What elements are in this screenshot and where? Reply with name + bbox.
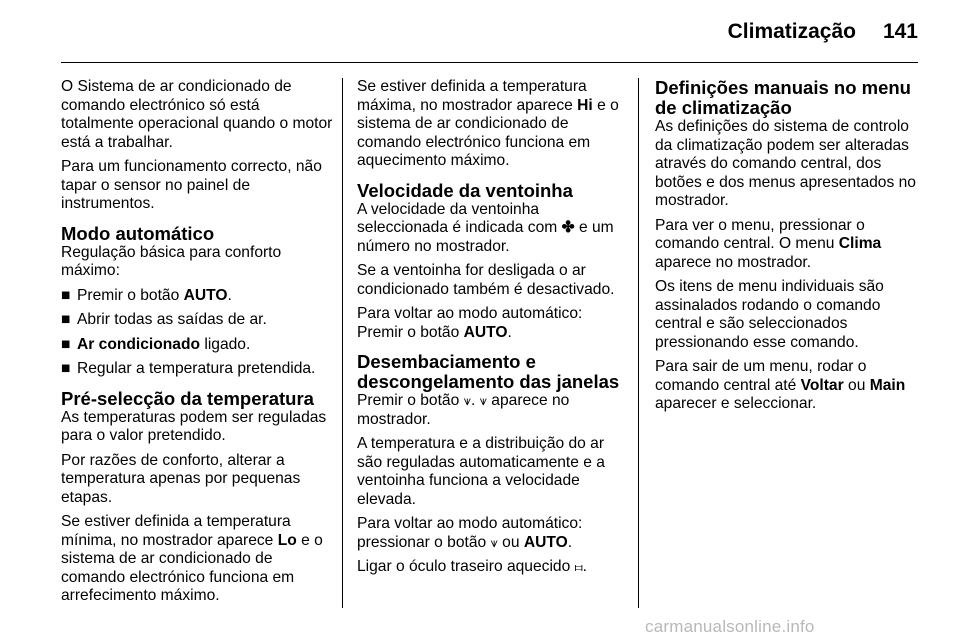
paragraph: As definições do sistema de controlo da climatização podem ser alteradas através do comando central, dos botões e dos menus apresentados no mostrador. bbox=[655, 118, 916, 209]
header-divider bbox=[61, 62, 918, 63]
watermark: carmanualsonline.info bbox=[645, 617, 815, 636]
paragraph: Premir o botão ⩛. ⩛ aparece no mostrador. bbox=[357, 392, 570, 428]
bullet-icon: ■ bbox=[61, 311, 71, 328]
list-item: ■ Regular a temperatura pretendida. bbox=[61, 360, 316, 377]
column-3 bbox=[655, 78, 927, 420]
paragraph: Se estiver definida a temperatura mínima, no mostrador aparece Lo e o sistema de ar condicionado de comando electrónico funciona em arrefecimento máximo. bbox=[61, 513, 323, 604]
paragraph: A temperatura e a distribuição do ar são reguladas automaticamente e a ventoinha funciona a velocidade elevada. bbox=[357, 435, 605, 508]
paragraph: Por razões de conforto, alterar a temperatura apenas por pequenas etapas. bbox=[61, 451, 301, 506]
column-1 bbox=[61, 78, 333, 612]
bullet-icon: ■ bbox=[61, 335, 71, 353]
paragraph: Para ver o menu, pressionar o comando central. O menu Clima aparece no mostrador. bbox=[655, 216, 882, 271]
page-header bbox=[0, 0, 960, 64]
paragraph: Para um funcionamento correcto, não tapar o sensor no painel de instrumentos. bbox=[61, 158, 322, 212]
paragraph: Se estiver definida a temperatura máxima, no mostrador aparece Hi e o sistema de ar condicionado de comando electrónico funciona em aquecimento máximo. bbox=[357, 78, 619, 169]
paragraph: Regulação básica para conforto máximo: bbox=[61, 243, 282, 279]
windscreen-defrost-icon: ⩛ bbox=[490, 534, 498, 550]
paragraph: Para sair de um menu, rodar o comando central até Voltar ou Main aparecer e seleccionar. bbox=[655, 358, 906, 412]
auto-button-label: AUTO bbox=[183, 286, 228, 304]
paragraph: O Sistema de ar condicionado de comando electrónico só está totalmente operacional quando o motor está a trabalhar. bbox=[61, 78, 333, 151]
list-item: ■ Premir o botão AUTO. bbox=[61, 286, 232, 304]
paragraph: Para voltar ao modo automático: Premir o botão AUTO. bbox=[357, 305, 583, 341]
paragraph: A velocidade da ventoinha seleccionada é indicada com ✤ e um número no mostrador. bbox=[357, 200, 614, 255]
page-number: 141 bbox=[882, 20, 918, 43]
bullet-icon: ■ bbox=[61, 360, 71, 377]
paragraph: Se a ventoinha for desligada o ar condicionado também é desactivado. bbox=[357, 262, 615, 298]
rear-window-heating-icon: ⧦ bbox=[574, 559, 583, 574]
paragraph: Os itens de menu individuais são assinalados rodando o comando central e são seleccionados pressionando esse comando. bbox=[655, 278, 884, 351]
paragraph: As temperaturas podem ser reguladas para o valor pretendido. bbox=[61, 408, 327, 444]
section-title: Climatização bbox=[727, 20, 856, 43]
list-item: ■ Abrir todas as saídas de ar. bbox=[61, 311, 267, 328]
windscreen-defrost-icon: ⩛ bbox=[479, 393, 487, 408]
column-divider-1 bbox=[342, 78, 343, 608]
heading-auto-mode: Modo automático bbox=[61, 222, 215, 244]
ac-label: Ar condicionado bbox=[77, 335, 201, 353]
list-item: ■ Ar condicionado ligado. bbox=[61, 335, 251, 353]
heading-defrost: Desembaciamento e descongelamento das janelas bbox=[357, 351, 620, 392]
windscreen-defrost-icon: ⩛ bbox=[463, 393, 471, 408]
heading-temperature-preselection: Pré-selecção da temperatura bbox=[61, 387, 314, 409]
paragraph: Para voltar ao modo automático: pressionar o botão ⩛ ou AUTO. bbox=[357, 515, 583, 551]
heading-fan-speed: Velocidade da ventoinha bbox=[357, 179, 573, 201]
column-divider-2 bbox=[638, 78, 639, 608]
heading-manual-settings: Definições manuais no menu de climatização bbox=[655, 77, 911, 118]
column-2 bbox=[357, 78, 629, 583]
fan-icon: ✤ bbox=[561, 219, 575, 236]
bullet-icon: ■ bbox=[61, 286, 71, 304]
paragraph: Ligar o óculo traseiro aquecido ⧦. bbox=[357, 558, 588, 575]
